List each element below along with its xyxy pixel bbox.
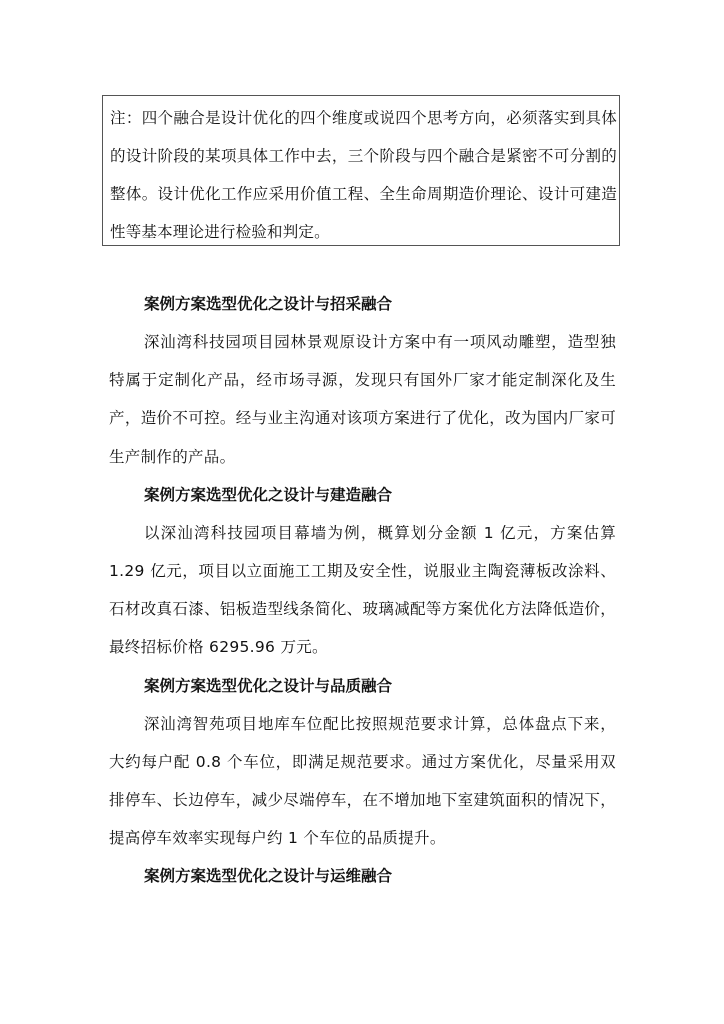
section-paragraph-procurement: 深汕湾科技园项目园林景观原设计方案中有一项风动雕塑，造型独特属于定制化产品，经市场寻源，发现只有国外厂家才能定制深化及生产，造价不可控。经与业主沟通对该项方案进行了优化，改为国内厂家可生产制作的产品。 [109,333,616,466]
section-paragraph-quality: 深汕湾智苑项目地库车位配比按照规范要求计算，总体盘点下来，大约每户配 0.8 个车位，即满足规范要求。通过方案优化，尽量采用双排停车、长边停车，减少尽端停车，在不增加地下室建筑面积的情况下，提高停车效率实现每户约 1 个车位的品质提升。 [109,714,616,848]
document-body [109,285,616,895]
section-heading-quality: 案例方案选型优化之设计与品质融合 [144,676,393,695]
section-heading-operations: 案例方案选型优化之设计与运维融合 [144,867,393,886]
section-heading-procurement: 案例方案选型优化之设计与招采融合 [144,295,393,313]
section-paragraph-construction: 以深汕湾科技园项目幕墙为例，概算划分金额 1 亿元，方案估算 1.29 亿元，项目以立面施工工期及安全性，说服业主陶瓷薄板改涂料、石材改真石漆、铝板造型线条简化、玻璃减配等方案优化方法降低造价，最终招标价格 6295.96 万元。 [109,523,616,657]
section-heading-construction: 案例方案选型优化之设计与建造融合 [144,485,393,504]
note-text: 注：四个融合是设计优化的四个维度或说四个思考方向，必须落实到具体的设计阶段的某项具体工作中去，三个阶段与四个融合是紧密不可分割的整体。设计优化工作应采用价值工程、全生命周期造价理论、设计可建造性等基本理论进行检验和判定。 [110,109,617,241]
note-box [102,95,620,246]
